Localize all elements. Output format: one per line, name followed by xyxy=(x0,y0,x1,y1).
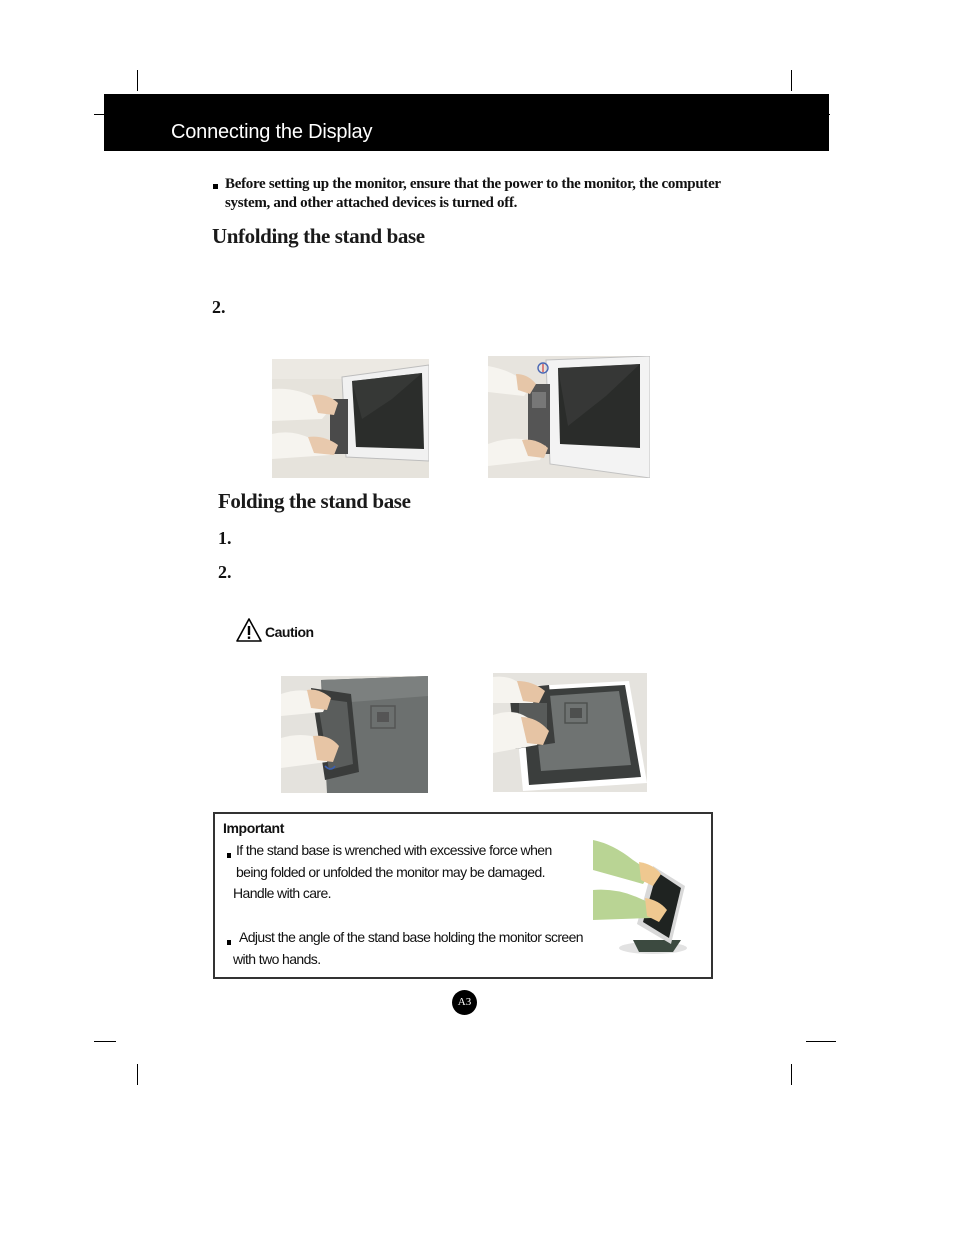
unfolding-heading: Unfolding the stand base xyxy=(212,224,425,248)
page-number: A3 xyxy=(452,990,477,1015)
crop-mark xyxy=(94,1041,116,1042)
crop-mark xyxy=(806,1041,836,1042)
important-bullet1-line3: Handle with care. xyxy=(233,885,331,901)
crop-mark xyxy=(137,70,138,91)
intro-note-text: Before setting up the monitor, ensure that the power to the monitor, the computer system, and other attached devices is turned off. xyxy=(225,176,721,211)
photo-adjust-angle xyxy=(593,840,693,958)
section-header xyxy=(104,94,829,151)
photo-unfold-step-1 xyxy=(272,359,429,478)
folding-step-2: 2. xyxy=(218,562,232,582)
photo-fold-step-1 xyxy=(281,676,428,793)
photo-unfold-step-2 xyxy=(488,356,650,478)
important-bullet1-line2: being folded or unfolded the monitor may be damaged. xyxy=(236,864,545,880)
warning-triangle-icon xyxy=(235,617,263,643)
important-bullet2-line2: with two hands. xyxy=(233,951,321,967)
crop-mark xyxy=(791,70,792,91)
important-bullet1-line1: If the stand base is wrenched with excessive force when xyxy=(236,842,552,858)
crop-mark xyxy=(791,1064,792,1085)
folding-heading: Folding the stand base xyxy=(218,489,411,513)
intro-note xyxy=(213,175,733,213)
folding-step-1: 1. xyxy=(218,528,232,548)
photo-fold-step-2 xyxy=(493,673,647,792)
important-bullet2-line1: Adjust the angle of the stand base holding the monitor screen xyxy=(239,929,583,945)
unfolding-step-2: 2. xyxy=(212,297,226,317)
caution-label: Caution xyxy=(265,624,314,640)
bullet-square-icon xyxy=(227,940,231,945)
important-title: Important xyxy=(223,820,284,836)
important-notice-box xyxy=(213,812,713,979)
page-title: Connecting the Display xyxy=(171,121,373,143)
bullet-square-icon xyxy=(213,184,218,189)
bullet-square-icon xyxy=(227,853,231,858)
crop-mark xyxy=(137,1064,138,1085)
